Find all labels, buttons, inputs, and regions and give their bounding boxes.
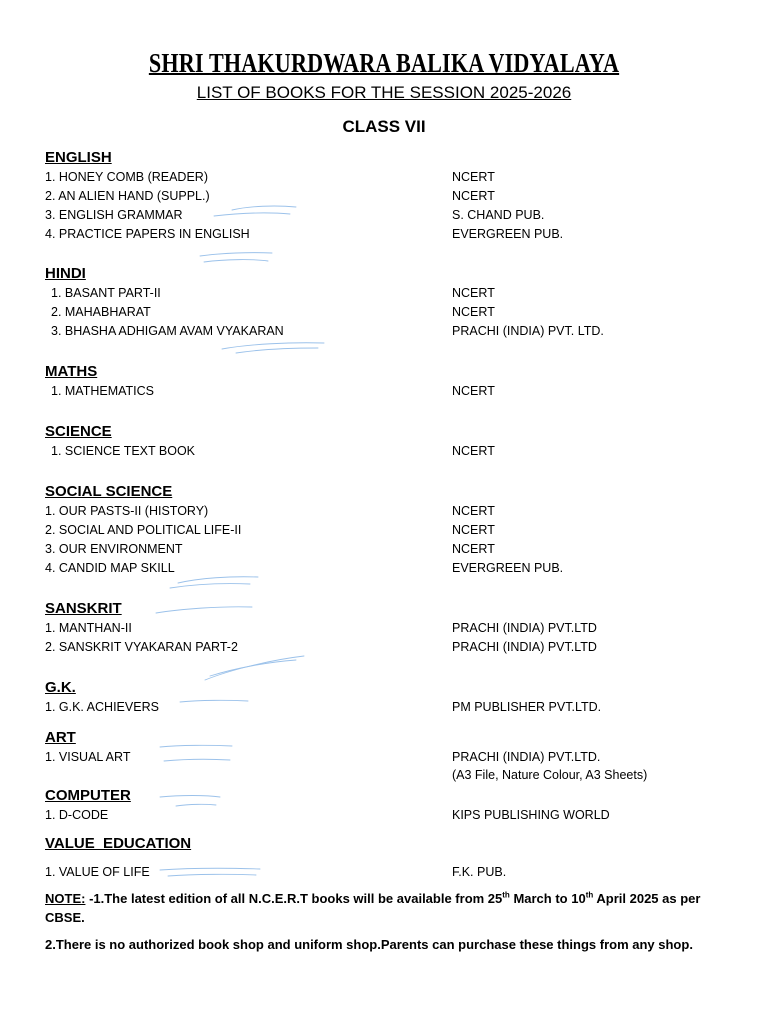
book-title: 1. OUR PASTS-II (HISTORY) (45, 504, 209, 518)
scribble-mark (170, 584, 250, 588)
book-row (45, 225, 735, 244)
section-social-science (45, 482, 735, 578)
section-heading: ENGLISH (45, 149, 112, 166)
section-hindi (45, 264, 735, 341)
book-publisher: NCERT (452, 170, 495, 184)
book-publisher: NCERT (452, 523, 495, 537)
book-row (45, 168, 735, 187)
book-title: 4. CANDID MAP SKILL (45, 561, 175, 575)
book-publisher: NCERT (452, 384, 495, 398)
book-row (45, 303, 735, 322)
scribble-mark (210, 660, 296, 676)
section-heading: VALUE EDUCATION (45, 835, 192, 852)
book-row (45, 863, 735, 882)
book-publisher: NCERT (452, 286, 495, 300)
section-heading: COMPUTER (45, 787, 131, 804)
note-1 (45, 889, 725, 927)
book-title: 3. OUR ENVIRONMENT (45, 542, 183, 556)
book-row (45, 322, 735, 341)
class-title: CLASS VII (342, 117, 426, 136)
section-english (45, 148, 735, 244)
book-publisher: PRACHI (INDIA) PVT.LTD. (452, 750, 601, 764)
book-title: 1. SCIENCE TEXT BOOK (51, 444, 196, 458)
book-row (45, 521, 735, 540)
book-row (45, 540, 735, 559)
section-sanskrit (45, 599, 735, 657)
scribble-mark (200, 253, 272, 256)
book-publisher: NCERT (452, 444, 495, 458)
book-title: 2. SOCIAL AND POLITICAL LIFE-II (45, 523, 242, 537)
section-heading: SCIENCE (45, 423, 112, 440)
book-publisher: NCERT (452, 504, 495, 518)
book-publisher: KIPS PUBLISHING WORLD (452, 808, 610, 822)
note-1-text-c: April 2025 as per CBSE. (45, 891, 701, 925)
book-publisher: NCERT (452, 189, 495, 203)
book-row (45, 442, 735, 461)
book-row (45, 698, 735, 717)
book-row-extra (45, 767, 735, 784)
book-publisher: NCERT (452, 542, 495, 556)
section-heading: SOCIAL SCIENCE (45, 483, 173, 500)
note-1-text-a: -1.The latest edition of all N.C.E.R.T books will be available from 25 (85, 891, 503, 906)
book-publisher: EVERGREEN PUB. (452, 561, 564, 575)
book-title: 2. MAHABHARAT (51, 305, 151, 319)
scribble-mark (236, 348, 318, 353)
book-title: 1. VISUAL ART (45, 750, 131, 764)
section-computer (45, 786, 735, 825)
book-row (45, 806, 735, 825)
book-title: 3. BHASHA ADHIGAM AVAM VYAKARAN (51, 324, 284, 338)
scribble-mark (205, 656, 304, 680)
book-row (45, 619, 735, 638)
book-publisher: PRACHI (INDIA) PVT.LTD (452, 640, 597, 654)
scribble-mark (204, 260, 268, 262)
note-2: 2.There is no authorized book shop and uniform shop.Parents can purchase these things from any shop. (45, 937, 693, 952)
book-publisher: F.K. PUB. (452, 865, 507, 879)
section-heading: HINDI (45, 265, 86, 282)
book-title: 2. SANSKRIT VYAKARAN PART-2 (45, 640, 238, 654)
scribble-mark (222, 343, 324, 349)
section-value-education (45, 834, 735, 882)
book-publisher: PRACHI (INDIA) PVT.LTD (452, 621, 597, 635)
book-row (45, 284, 735, 303)
book-title: 2. AN ALIEN HAND (SUPPL.) (45, 189, 210, 203)
book-row (45, 382, 735, 401)
note-label: NOTE: (45, 891, 86, 906)
book-title: 1. MANTHAN-II (45, 621, 132, 635)
section-art (45, 728, 735, 784)
book-row (45, 187, 735, 206)
section-science (45, 422, 735, 461)
book-title: 1. HONEY COMB (READER) (45, 170, 208, 184)
book-publisher: EVERGREEN PUB. (452, 227, 564, 241)
book-publisher: PRACHI (INDIA) PVT. LTD. (452, 324, 604, 338)
book-title: 1. D-CODE (45, 808, 109, 822)
book-title: 1. BASANT PART-II (51, 286, 161, 300)
section-heading: ART (45, 729, 76, 746)
book-title: 1. G.K. ACHIEVERS (45, 700, 159, 714)
book-title: 4. PRACTICE PAPERS IN ENGLISH (45, 227, 250, 241)
section-gk (45, 678, 735, 717)
book-row (45, 638, 735, 657)
art-materials-note: (A3 File, Nature Colour, A3 Sheets) (452, 768, 648, 782)
book-title: 1. VALUE OF LIFE (45, 865, 150, 879)
book-publisher: PM PUBLISHER PVT.LTD. (452, 700, 602, 714)
book-row (45, 206, 735, 225)
section-heading: MATHS (45, 363, 98, 380)
section-heading: SANSKRIT (45, 600, 122, 617)
session-subtitle: LIST OF BOOKS FOR THE SESSION 2025-2026 (196, 83, 572, 102)
section-heading: G.K. (45, 679, 76, 696)
book-row (45, 502, 735, 521)
book-title: 1. MATHEMATICS (51, 384, 155, 398)
book-publisher: NCERT (452, 305, 495, 319)
note-1-text-b: March to 10 (509, 891, 586, 906)
book-title: 3. ENGLISH GRAMMAR (45, 208, 183, 222)
section-maths (45, 362, 735, 401)
school-name: SHRI THAKURDWARA BALIKA VIDYALAYA (148, 48, 620, 78)
book-row (45, 748, 735, 767)
book-row (45, 559, 735, 578)
note-1-sup-1: th (502, 890, 510, 900)
note-1-sup-2: th (585, 890, 594, 900)
book-publisher: S. CHAND PUB. (452, 208, 545, 222)
